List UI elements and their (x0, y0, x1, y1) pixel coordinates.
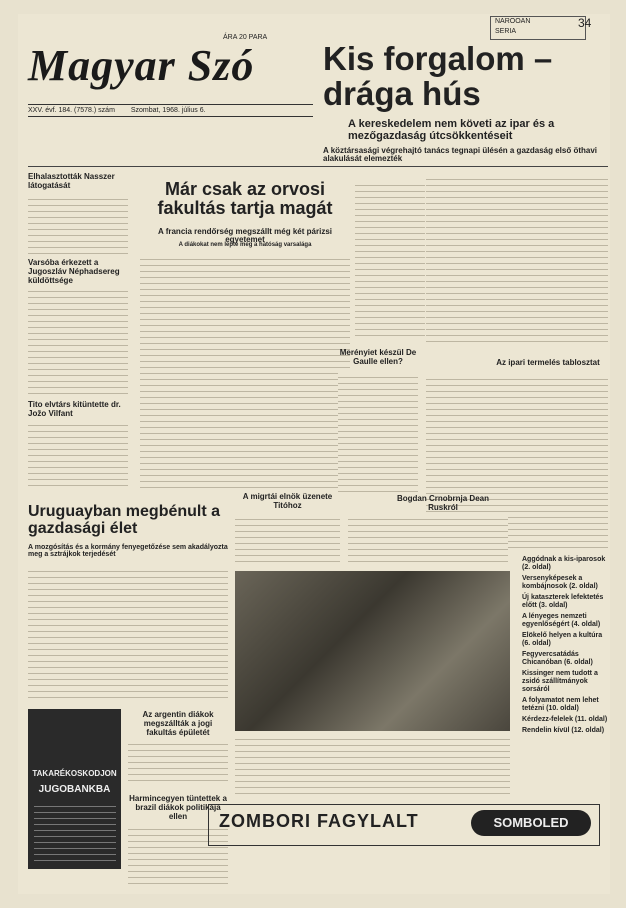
text-block (355, 180, 425, 340)
index-item[interactable]: Versenyképesek a kombájnosok (2. oldal) (522, 575, 598, 590)
text-block (28, 286, 128, 396)
index-item[interactable]: Rendelin kívül (12. oldal) (522, 727, 605, 734)
index-item[interactable]: Fegyvercsatádás Chicanóban (6. oldal) (522, 651, 593, 666)
lead-headline: Kis forgalom – drága hús (323, 40, 553, 112)
ad-lines (34, 801, 116, 861)
index-item[interactable]: Elökelő helyen a kultúra (6. oldal) (522, 632, 603, 647)
photo-caption (235, 734, 510, 794)
divider (28, 166, 608, 167)
index-item[interactable]: Új kataszterek lefektetés előtt (3. oldal) (522, 594, 604, 609)
news-photo (235, 571, 510, 731)
index-item[interactable]: Aggódnak a kis-iparosok (2. oldal) (522, 556, 606, 571)
dateline (28, 104, 313, 117)
ipari-headline: Az ipari termelés tablosztat (496, 358, 600, 367)
uruguay-headline: Uruguayban megbénult a gazdasági élet (28, 503, 221, 537)
text-block (338, 372, 418, 492)
france-deck: A diákokat nem lepte meg a hatóság varsalága (178, 242, 312, 248)
text-block (140, 254, 350, 489)
crnobrnja-headline: Bogdan Crnobrnja Dean Ruskról (396, 494, 489, 512)
newspaper-page (18, 14, 610, 894)
degaulle-headline: Merényiet készül De Gaulle ellen? (339, 348, 417, 366)
index-item[interactable]: Kérdezz-felelek (11. oldal) (522, 716, 608, 723)
nasser-headline: Elhalasztották Nasszer látogatását (28, 172, 115, 190)
text-block (28, 566, 228, 701)
ad-title: TAKARÉKOSKODJON (32, 769, 117, 778)
france-headline: Már csak az orvosi fakultás tartja magát (157, 179, 333, 218)
text-block (348, 514, 508, 566)
ad-bank: JUGOBANKBA (38, 784, 111, 795)
text-block (128, 739, 228, 784)
archive-stamp: NAROOAN SERIA (490, 16, 586, 40)
france-subhead: A francia rendőrség megszállt még két párizsi egyetemet (158, 227, 332, 245)
issue-number: XXV. évf. 184. (7578.) szám (28, 107, 115, 114)
lead-subhead: A kereskedelem nem követi az ipar és a mezőgazdaság útcsökkentéseit (348, 118, 555, 142)
uruguay-subhead: A mozgósítás és a kormány fenyegetőzése sem akadályozta meg a sztrájkok terjedését (28, 544, 228, 559)
tito-headline: Tito elvtárs kitüntette dr. Jožo Vilfant (28, 400, 121, 418)
price: ÁRA 20 PARA (223, 34, 268, 41)
ad-somboled: SOMBOLED (471, 810, 591, 836)
tito-message-headline: A migrtái elnök üzenete Titóhoz (242, 492, 333, 510)
text-block (235, 514, 340, 566)
index-item[interactable]: A folyamatot nem lehet tetézni (10. oldal) (522, 697, 599, 712)
index-item[interactable]: Kissinger nem tudott a zsidó szállítmányok sorsáról (522, 670, 598, 693)
text-block (28, 420, 128, 490)
masthead-title: Magyar Szó (28, 41, 255, 90)
lead-deck: A köztársasági végrehajtó tanács tegnapi ülésén a gazdaság első öthavi alakulását elemezték (323, 146, 598, 164)
text-block (28, 194, 128, 254)
text-block (426, 174, 608, 344)
issue-date: Szombat, 1968. július 6. (130, 107, 206, 114)
archive-number: 34 (578, 16, 592, 30)
bank-advert (28, 709, 121, 869)
ad-fagylalt: ZOMBORI FAGYLALT (219, 811, 419, 831)
varso-headline: Varsóba érkezett a Jugoszláv Néphadsereg küldöttsége (28, 258, 120, 285)
brazil-headline: Harmincegyen tüntettek a brazil diákok politikája ellen (129, 794, 227, 821)
index-box (512, 556, 608, 816)
index-item[interactable]: A lényeges nemzeti egyenlőségért (4. oldal) (522, 613, 601, 628)
fagylalt-advert (208, 804, 600, 846)
argentina-headline: Az argentin diákok megszállták a jogi fakultás épületét (142, 710, 214, 737)
